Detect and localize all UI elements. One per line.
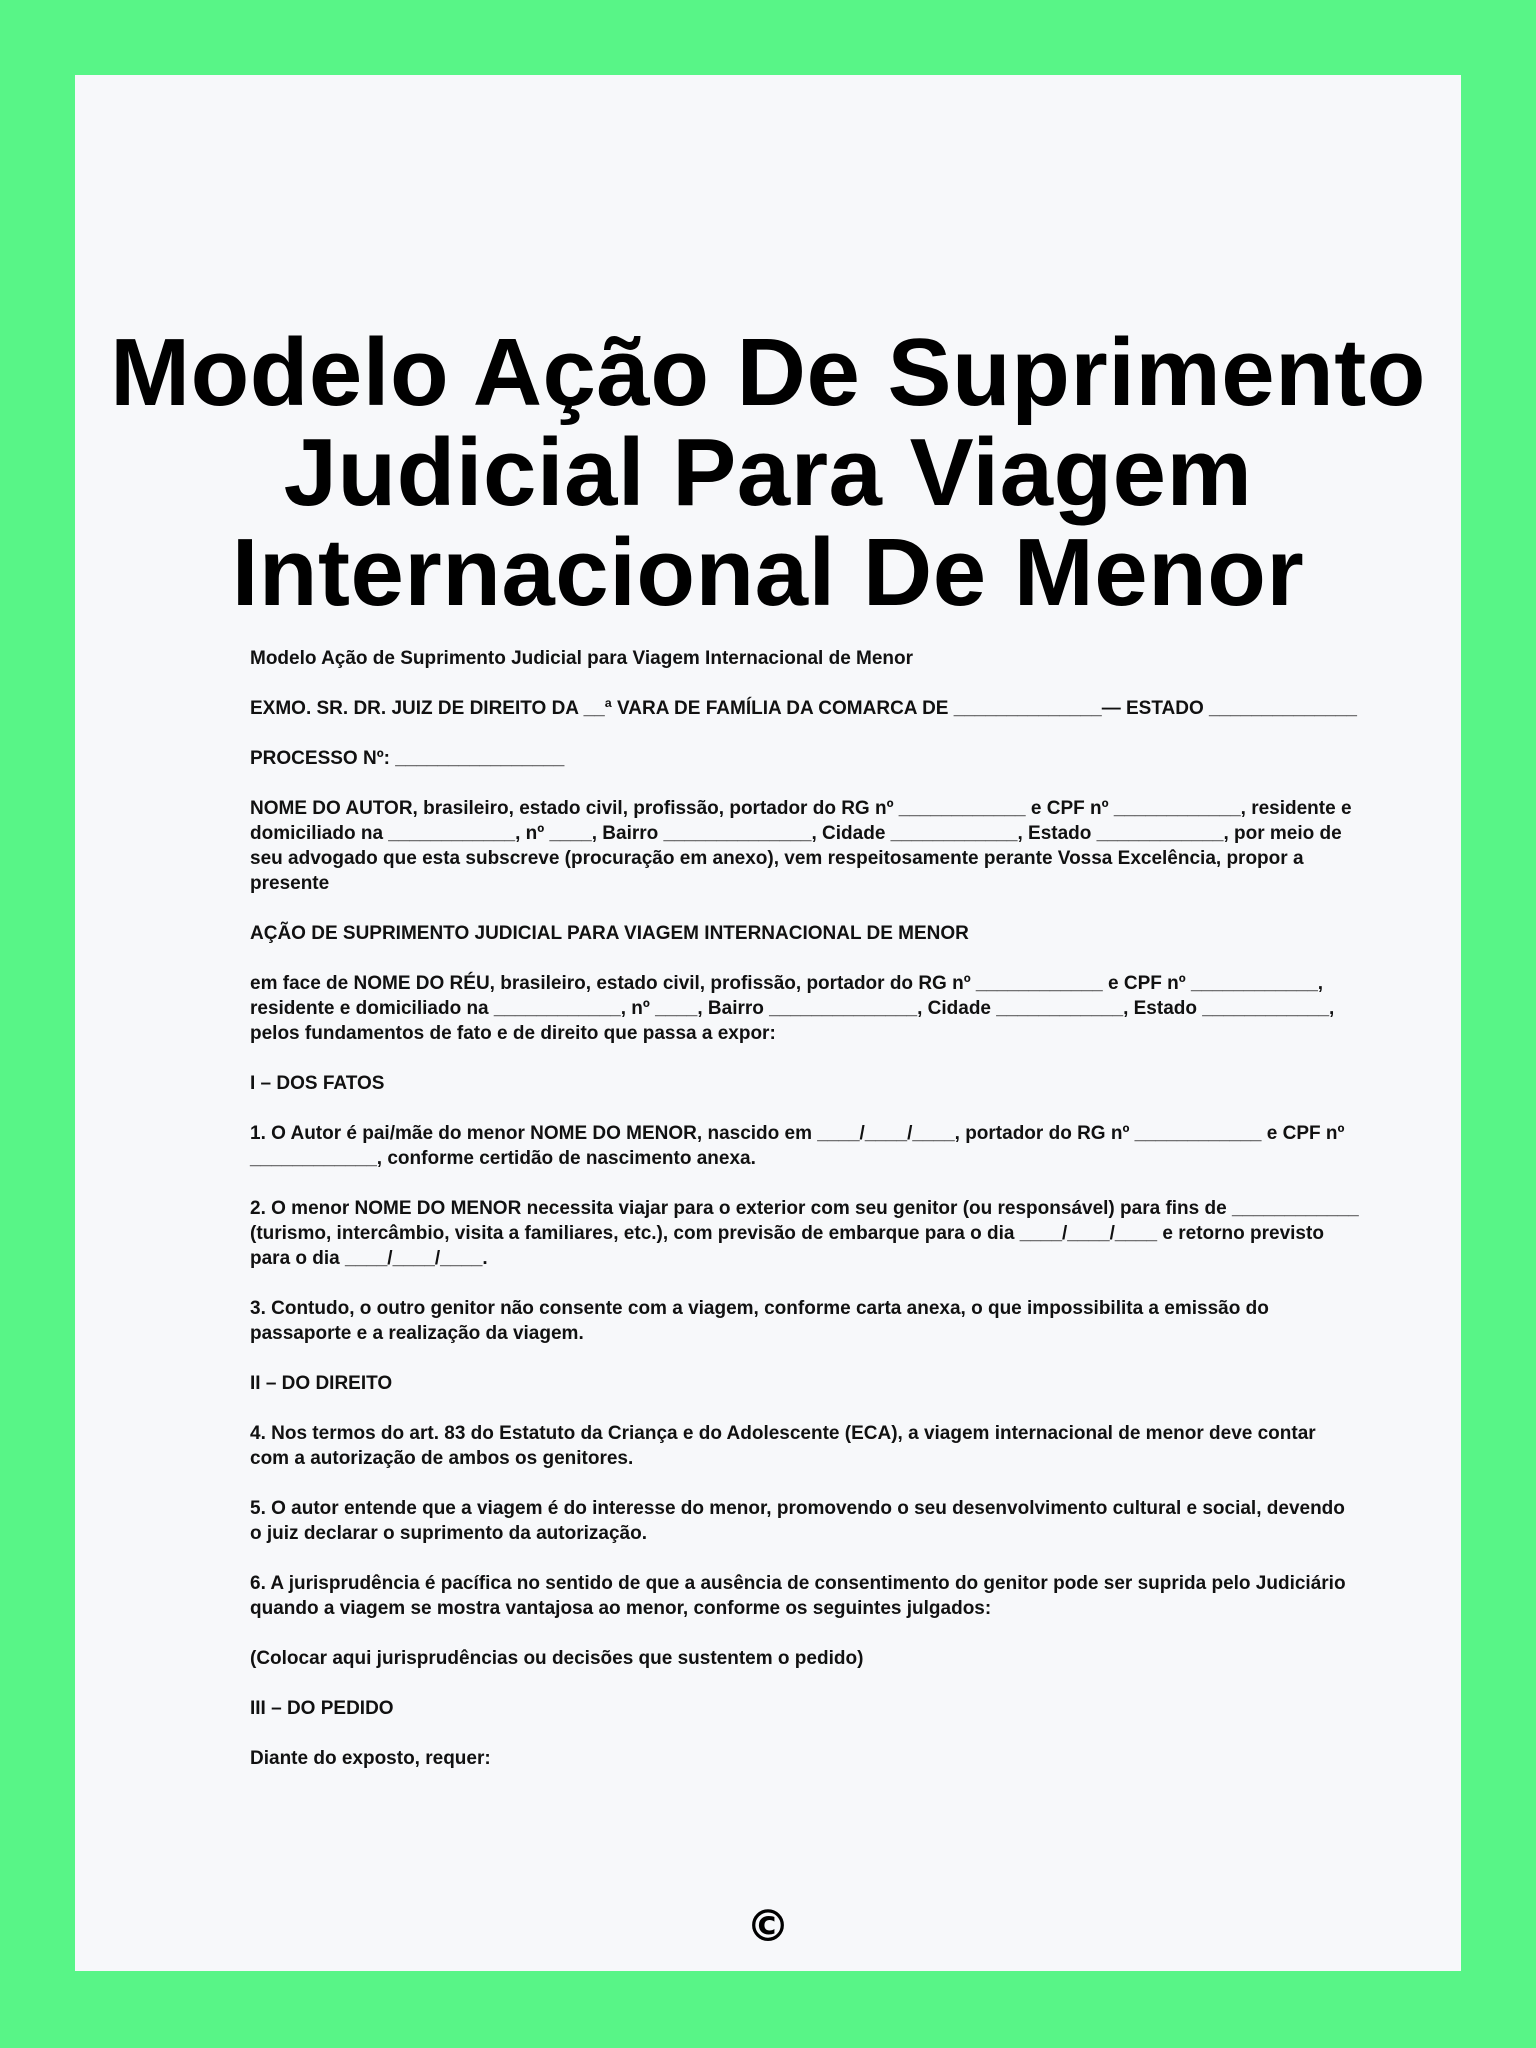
document-heading: Modelo Ação de Suprimento Judicial para Viagem Internacional de Menor (250, 648, 914, 669)
document-body (250, 646, 1365, 1796)
plaintiff-qualification: NOME DO AUTOR, brasileiro, estado civil, profissão, portador do RG nº ____________ e CPF nº ____________, residente e domiciliado na ____________, nº ____, Bairro ______________, Cidade ____________, Estado ____________, por meio de seu advogado que esta subscreve (procuração em anexo), vem respeitosamente perante Vossa Excelência, propor a presente (250, 798, 1357, 894)
section-heading-facts: I – DOS FATOS (250, 1073, 385, 1094)
section-heading-law: II – DO DIREITO (250, 1373, 393, 1394)
page-title: Modelo Ação De Suprimento Judicial Para Viagem Internacional De Menor (110, 319, 1426, 626)
paragraph-item: 3. Contudo, o outro genitor não consente com a viagem, conforme carta anexa, o que impossibilita a emissão do passaporte e a realização da viagem. (250, 1298, 1275, 1344)
paragraph-item: 6. A jurisprudência é pacífica no sentido de que a ausência de consentimento do genitor pode ser suprida pelo Judiciário quando a viagem se mostra vantajosa ao menor, conforme os seguintes julgados: (250, 1573, 1351, 1619)
placeholder-note: (Colocar aqui jurisprudências ou decisões que sustentem o pedido) (250, 1648, 864, 1669)
section-heading-request: III – DO PEDIDO (250, 1698, 394, 1719)
paragraph-item: Diante do exposto, requer: (250, 1748, 491, 1769)
action-title: AÇÃO DE SUPRIMENTO JUDICIAL PARA VIAGEM INTERNACIONAL DE MENOR (250, 923, 969, 944)
paragraph-item: 1. O Autor é pai/mãe do menor NOME DO MENOR, nascido em ____/____/____, portador do RG nº ____________ e CPF nº ____________, conforme certidão de nascimento anexa. (250, 1123, 1350, 1169)
paragraph-item: 4. Nos termos do art. 83 do Estatuto da Criança e do Adolescente (ECA), a viagem internacional de menor deve contar com a autorização de ambos os genitores. (250, 1423, 1321, 1469)
court-address: EXMO. SR. DR. JUIZ DE DIREITO DA __ª VARA DE FAMÍLIA DA COMARCA DE ______________— ESTADO ______________ (250, 698, 1357, 719)
paragraph-item: 5. O autor entende que a viagem é do interesse do menor, promovendo o seu desenvolvimento cultural e social, devendo o juiz declarar o suprimento da autorização. (250, 1498, 1351, 1544)
process-number: PROCESSO Nº: ________________ (250, 748, 565, 769)
paragraph-item: 2. O menor NOME DO MENOR necessita viajar para o exterior com seu genitor (ou responsável) para fins de ____________ (turismo, intercâmbio, visita a familiares, etc.), com previsão de embarque para o dia ____/____/____ e retorno previsto para o dia ____/____/____. (250, 1198, 1365, 1269)
copyright-icon: © (746, 1901, 790, 1952)
defendant-qualification: em face de NOME DO RÉU, brasileiro, estado civil, profissão, portador do RG nº ____________ e CPF nº ____________, residente e domiciliado na ____________, nº ____, Bairro ______________, Cidade ____________, Estado ____________, pelos fundamentos de fato e de direito que passa a expor: (250, 973, 1340, 1044)
document-sheet (75, 75, 1461, 1971)
